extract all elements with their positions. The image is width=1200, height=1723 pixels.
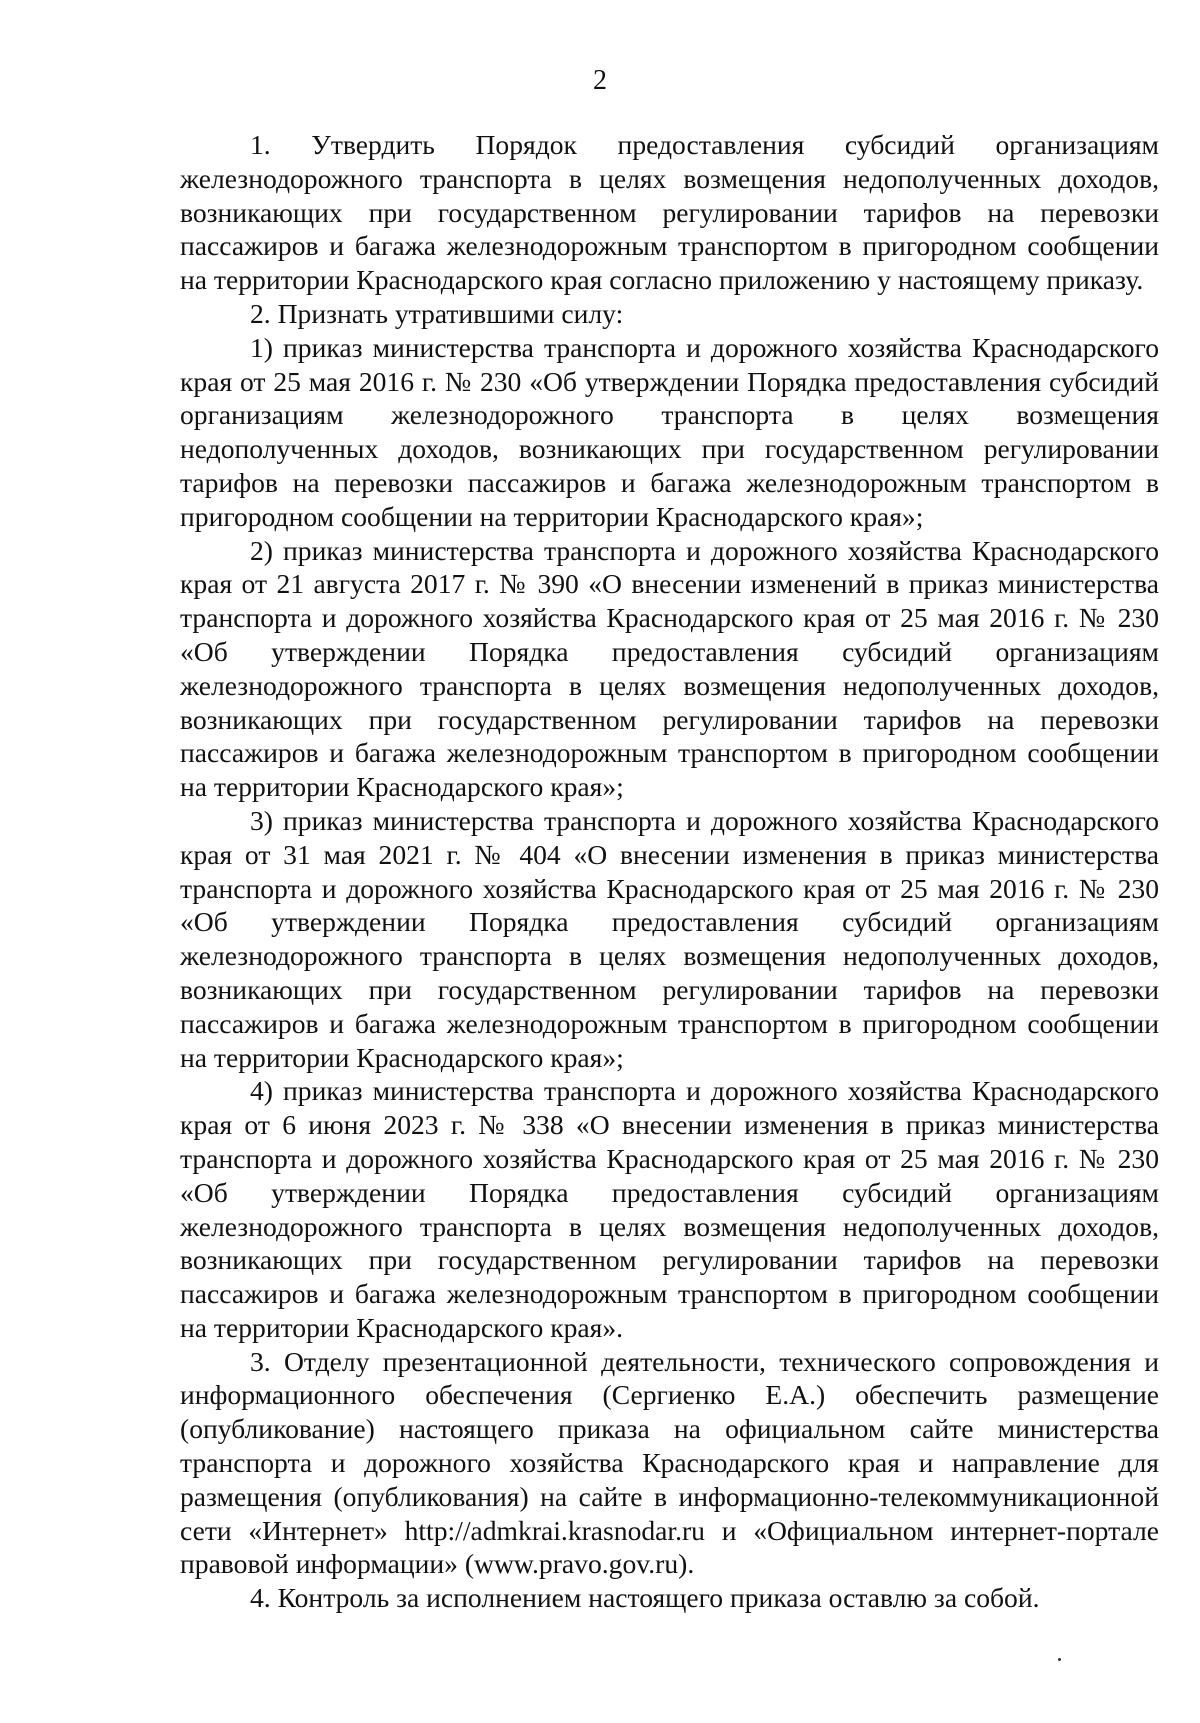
document-body bbox=[180, 128, 1159, 1615]
paragraph-subitem-2: 2) приказ министерства транспорта и дорожного хозяйства Краснодарского края от 21 августа 2017 г. № 390 «О внесении изменений в приказ министерства транспорта и дорожного хозяйства Краснодарского края от 25 мая 2016 г. № 230 «Об утверждении Порядка предоставления субсидий организациям железнодорожного транспорта в целях возмещения недополученных доходов, возникающих при государственном регулировании тарифов на перевозки пассажиров и багажа железнодорожным транспортом в пригородном сообщении на территории Краснодарского края»; bbox=[180, 534, 1159, 803]
paragraph-item-1-approve-procedure: 1. Утвердить Порядок предоставления субсидий организациям железнодорожного транспорта в целях возмещения недополученных доходов, возникающих при государственном регулировании тарифов на перевозки пассажиров и багажа железнодорожным транспортом в пригородном сообщении на территории Краснодарского края согласно приложению у настоящему приказу. bbox=[180, 129, 1159, 296]
page-number: 2 bbox=[593, 65, 607, 96]
scan-dot-mark bbox=[1058, 1658, 1061, 1661]
paragraph-item-4-control: 4. Контроль за исполнением настоящего приказа оставлю за собой. bbox=[250, 1582, 1040, 1614]
paragraph-item-3-publication: 3. Отделу презентационной деятельности, технического сопровождения и информационного обеспечения (Сергиенко Е.А.) обеспечить размещение (опубликование) настоящего приказа на официальном сайте министерства транспорта и дорожного хозяйства Краснодарского края и направление для размещения (опубликования) на сайте в информационно-телекоммуникационной сети «Интернет» http://admkrai.krasnodar.ru и «Официальном интернет-портале правовой информации» (www.pravo.gov.ru). bbox=[180, 1345, 1159, 1580]
paragraph-subitem-4: 4) приказ министерства транспорта и дорожного хозяйства Краснодарского края от 6 июня 2023 г. № 338 «О внесении изменения в приказ министерства транспорта и дорожного хозяйства Краснодарского края от 25 мая 2016 г. № 230 «Об утверждении Порядка предоставления субсидий организациям железнодорожного транспорта в целях возмещения недополученных доходов, возникающих при государственном регулировании тарифов на перевозки пассажиров и багажа железнодорожным транспортом в пригородном сообщении на территории Краснодарского края». bbox=[180, 1075, 1159, 1343]
paragraph-subitem-1: 1) приказ министерства транспорта и дорожного хозяйства Краснодарского края от 25 мая 2016 г. № 230 «Об утверждении Порядка предоставления субсидий организациям железнодорожного транспорта в целях возмещения недополученных доходов, возникающих при государственном регулировании тарифов на перевозки пассажиров и багажа железнодорожным транспортом в пригородном сообщении на территории Краснодарского края»; bbox=[180, 331, 1159, 532]
paragraph-item-2-repeal-heading: 2. Признать утратившими силу: bbox=[250, 297, 624, 329]
paragraph-subitem-3: 3) приказ министерства транспорта и дорожного хозяйства Краснодарского края от 31 мая 2021 г. № 404 «О внесении изменения в приказ министерства транспорта и дорожного хозяйства Краснодарского края от 25 мая 2016 г. № 230 «Об утверждении Порядка предоставления субсидий организациям железнодорожного транспорта в целях возмещения недополученных доходов, возникающих при государственном регулировании тарифов на перевозки пассажиров и багажа железнодорожным транспортом в пригородном сообщении на территории Краснодарского края»; bbox=[180, 804, 1159, 1073]
